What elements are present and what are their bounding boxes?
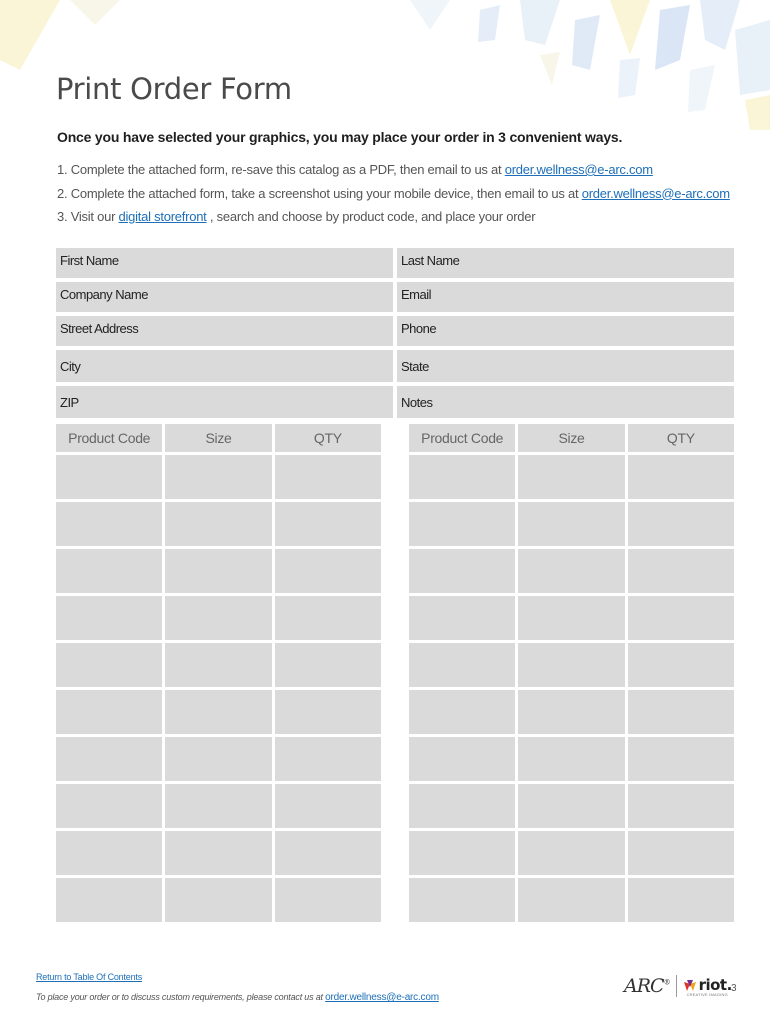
qty-cell[interactable] bbox=[628, 455, 734, 499]
riot-tagline: CREATIVE IMAGING bbox=[686, 992, 728, 997]
product-code-cell[interactable] bbox=[56, 737, 162, 781]
qty-cell[interactable] bbox=[275, 831, 381, 875]
qty-cell[interactable] bbox=[275, 784, 381, 828]
product-code-cell[interactable] bbox=[409, 596, 515, 640]
riot-logo bbox=[683, 978, 732, 997]
notes-field[interactable]: Notes bbox=[397, 386, 734, 418]
order-table-left bbox=[56, 424, 381, 922]
first-name-field[interactable]: First Name bbox=[56, 248, 393, 278]
zip-field[interactable]: ZIP bbox=[56, 386, 393, 418]
field-row bbox=[56, 386, 734, 418]
size-cell[interactable] bbox=[518, 737, 624, 781]
qty-cell[interactable] bbox=[628, 502, 734, 546]
size-cell[interactable] bbox=[165, 784, 271, 828]
step-3-text-after: , search and choose by product code, and place your order bbox=[206, 209, 536, 224]
riot-logo-text: riot. bbox=[698, 976, 732, 994]
product-code-cell[interactable] bbox=[56, 831, 162, 875]
product-code-cell[interactable] bbox=[56, 784, 162, 828]
size-cell[interactable] bbox=[165, 549, 271, 593]
step-1-text: 1. Complete the attached form, re-save this catalog as a PDF, then email to us at bbox=[57, 162, 505, 177]
size-cell[interactable] bbox=[518, 549, 624, 593]
order-table-right bbox=[409, 424, 734, 922]
size-cell[interactable] bbox=[518, 690, 624, 734]
size-cell[interactable] bbox=[518, 455, 624, 499]
qty-cell[interactable] bbox=[275, 549, 381, 593]
size-cell[interactable] bbox=[165, 737, 271, 781]
return-to-toc-link[interactable]: Return to Table Of Contents bbox=[36, 972, 142, 982]
product-code-cell[interactable] bbox=[56, 455, 162, 499]
product-code-cell[interactable] bbox=[409, 643, 515, 687]
field-row bbox=[56, 282, 734, 312]
digital-storefront-link[interactable]: digital storefront bbox=[118, 209, 207, 224]
size-cell[interactable] bbox=[165, 502, 271, 546]
size-cell[interactable] bbox=[165, 831, 271, 875]
qty-cell[interactable] bbox=[275, 737, 381, 781]
phone-field[interactable]: Phone bbox=[397, 316, 734, 346]
size-cell[interactable] bbox=[518, 643, 624, 687]
contact-fields bbox=[56, 248, 734, 422]
page-number: 3 bbox=[731, 983, 737, 994]
header-decoration bbox=[0, 0, 770, 130]
size-cell[interactable] bbox=[165, 596, 271, 640]
size-cell[interactable] bbox=[165, 643, 271, 687]
step-2 bbox=[57, 185, 747, 209]
footer-note-text: To place your order or to discuss custom requirements, please contact us at bbox=[36, 992, 326, 1002]
field-row bbox=[56, 350, 734, 382]
product-code-cell[interactable] bbox=[409, 549, 515, 593]
last-name-field[interactable]: Last Name bbox=[397, 248, 734, 278]
footer-email-link[interactable]: order.wellness@e-arc.com bbox=[325, 992, 439, 1003]
qty-cell[interactable] bbox=[628, 831, 734, 875]
size-cell[interactable] bbox=[165, 690, 271, 734]
column-header-qty: QTY bbox=[275, 424, 381, 452]
product-code-cell[interactable] bbox=[409, 737, 515, 781]
footer-contact-note bbox=[36, 992, 439, 1003]
product-code-cell[interactable] bbox=[409, 784, 515, 828]
logo-divider bbox=[676, 975, 677, 997]
state-field[interactable]: State bbox=[397, 350, 734, 382]
riot-flower-icon bbox=[683, 979, 697, 993]
size-cell[interactable] bbox=[165, 878, 271, 922]
qty-cell[interactable] bbox=[275, 455, 381, 499]
qty-cell[interactable] bbox=[628, 878, 734, 922]
field-row bbox=[56, 316, 734, 346]
city-field[interactable]: City bbox=[56, 350, 393, 382]
arc-logo: ARC® bbox=[624, 975, 670, 997]
qty-cell[interactable] bbox=[628, 643, 734, 687]
step-2-text: 2. Complete the attached form, take a screenshot using your mobile device, then email to us at bbox=[57, 185, 582, 201]
qty-cell[interactable] bbox=[628, 549, 734, 593]
product-code-cell[interactable] bbox=[409, 502, 515, 546]
step-3 bbox=[57, 208, 747, 232]
arc-logo-text: ARC bbox=[624, 975, 664, 997]
email-link[interactable]: order.wellness@e-arc.com bbox=[581, 185, 730, 201]
order-steps-list bbox=[57, 161, 747, 232]
qty-cell[interactable] bbox=[628, 596, 734, 640]
product-code-cell[interactable] bbox=[56, 878, 162, 922]
column-header-product-code: Product Code bbox=[409, 424, 515, 452]
size-cell[interactable] bbox=[518, 878, 624, 922]
qty-cell[interactable] bbox=[628, 690, 734, 734]
product-code-cell[interactable] bbox=[409, 831, 515, 875]
size-cell[interactable] bbox=[165, 455, 271, 499]
qty-cell[interactable] bbox=[275, 596, 381, 640]
column-header-product-code: Product Code bbox=[56, 424, 162, 452]
product-code-cell[interactable] bbox=[56, 643, 162, 687]
qty-cell[interactable] bbox=[628, 784, 734, 828]
column-header-qty: QTY bbox=[628, 424, 734, 452]
email-link[interactable]: order.wellness@e-arc.com bbox=[504, 162, 653, 177]
product-code-cell[interactable] bbox=[56, 549, 162, 593]
qty-cell[interactable] bbox=[628, 737, 734, 781]
qty-cell[interactable] bbox=[275, 878, 381, 922]
page-title: Print Order Form bbox=[56, 72, 292, 106]
product-code-cell[interactable] bbox=[409, 455, 515, 499]
product-code-cell[interactable] bbox=[56, 690, 162, 734]
column-header-size: Size bbox=[518, 424, 624, 452]
page-subtitle: Once you have selected your graphics, you may place your order in 3 convenient ways. bbox=[57, 129, 623, 145]
qty-cell[interactable] bbox=[275, 690, 381, 734]
size-cell[interactable] bbox=[518, 596, 624, 640]
size-cell[interactable] bbox=[518, 831, 624, 875]
footer-logos bbox=[624, 975, 732, 997]
size-cell[interactable] bbox=[518, 502, 624, 546]
qty-cell[interactable] bbox=[275, 502, 381, 546]
company-name-field[interactable]: Company Name bbox=[56, 282, 393, 312]
product-code-cell[interactable] bbox=[56, 596, 162, 640]
email-field[interactable]: Email bbox=[397, 282, 734, 312]
step-3-text: 3. Visit our bbox=[57, 209, 119, 224]
product-code-cell[interactable] bbox=[56, 502, 162, 546]
product-code-cell[interactable] bbox=[409, 690, 515, 734]
size-cell[interactable] bbox=[518, 784, 624, 828]
street-address-field[interactable]: Street Address bbox=[56, 316, 393, 346]
step-1 bbox=[57, 161, 747, 185]
column-header-size: Size bbox=[165, 424, 271, 452]
field-row bbox=[56, 248, 734, 278]
qty-cell[interactable] bbox=[275, 643, 381, 687]
product-code-cell[interactable] bbox=[409, 878, 515, 922]
